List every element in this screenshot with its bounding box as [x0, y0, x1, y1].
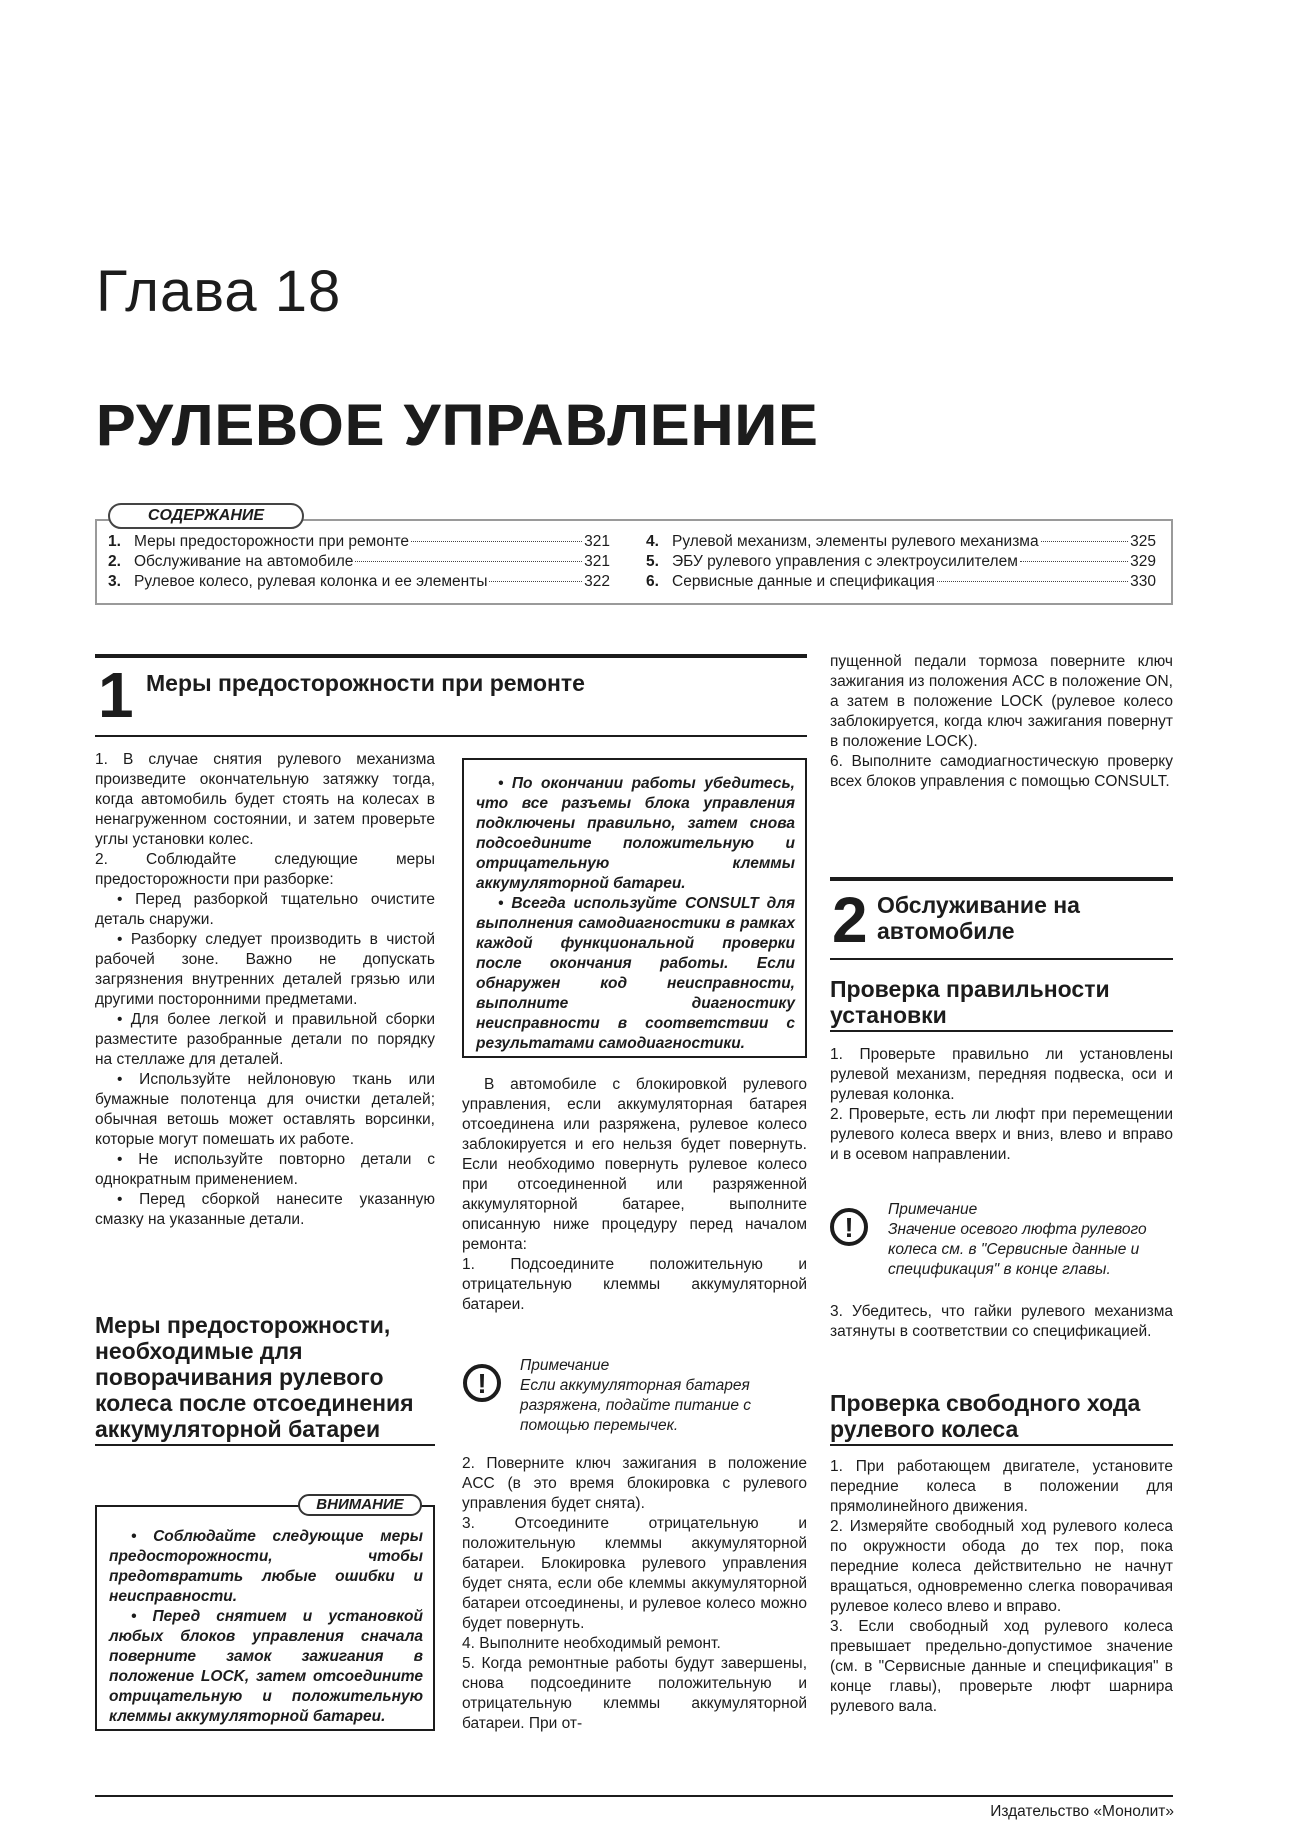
paragraph: 1. Подсоедините положительную и отрицательную клеммы аккумуляторной батареи.	[462, 1256, 807, 1313]
toc-entry-text: Рулевое колесо, рулевая колонка и ее элементы	[134, 573, 488, 590]
section-underline	[95, 735, 807, 737]
paragraph: 2. Проверьте, есть ли люфт при перемещении рулевого колеса вверх и вниз, влево и вправо и в осевом направлении.	[830, 1106, 1173, 1163]
middle-column-continued	[462, 1454, 807, 1734]
paragraph: 3. Убедитесь, что гайки рулевого механизма затянуты в соответствии со спецификацией.	[830, 1303, 1173, 1340]
toc-entry-num: 2.	[108, 553, 121, 570]
section-rule	[95, 654, 807, 658]
warning-item: • Перед снятием и установкой любых блоков управления сначала поверните замок зажигания в положение LOCK, затем отсоедините отрицательную и положительную клеммы аккумуляторной батареи.	[109, 1608, 423, 1725]
bullet-item: • Используйте нейлоновую ткань или бумажные полотенца для очистки деталей; обычная ветошь может оставлять ворсинки, которые могут помешать их работе.	[95, 1071, 435, 1148]
bullet-item: • Не используйте повторно детали с однократным применением.	[95, 1151, 435, 1188]
paragraph: В автомобиле с блокировкой рулевого управления, если аккумуляторная батарея отсоединена или разряжена, рулевое колесо заблокируется и его нельзя будет повернуть. Если необходимо повернуть рулевое колесо при отсоединенной или разряженной аккумуляторной батарее, выполните описанную ниже процедуру перед началом ремонта:	[462, 1076, 807, 1253]
paragraph: пущенной педали тормоза поверните ключ зажигания из положения ACC в положение ON, а затем в положение LOCK (рулевое колесо заблокируется, когда ключ зажигания повернут в положение LOCK).	[830, 653, 1173, 750]
paragraph: 2. Поверните ключ зажигания в положение ACC (в это время блокировка с рулевого управления будет снята).	[462, 1455, 807, 1512]
right-column-list	[830, 1045, 1173, 1165]
note	[520, 1356, 807, 1436]
paragraph: 5. Когда ремонтные работы будут завершены, снова подсоедините положительную и отрицательную клеммы аккумуляторной батареи. При от-	[462, 1655, 807, 1732]
subsection-heading: Проверка свободного хода рулевого колеса	[830, 1390, 1173, 1446]
warning-item: • Соблюдайте следующие меры предосторожности, чтобы предотвратить любые ошибки и неисправности.	[109, 1528, 423, 1605]
toc-entry-page: 321	[584, 533, 610, 550]
toc-entry-num: 3.	[108, 573, 121, 590]
subsection-heading: Проверка правильности установки	[830, 976, 1173, 1032]
toc-entry-num: 1.	[108, 533, 121, 550]
toc-entry[interactable]	[646, 572, 1156, 592]
toc-entry[interactable]	[108, 552, 610, 572]
middle-column	[462, 1075, 807, 1315]
right-column	[830, 652, 1173, 792]
section-heading: Меры предосторожности при ремонте	[146, 670, 585, 696]
caution-item: • По окончании работы убедитесь, что все разъемы блока управления подключены правильно, затем снова подсоедините положительную и отрицательную клеммы аккумуляторной батареи.	[476, 775, 795, 892]
toc-entry-page: 330	[1130, 573, 1156, 590]
section-number: 2	[832, 884, 868, 956]
toc-label: СОДЕРЖАНИЕ	[108, 503, 304, 529]
toc-entry-page: 321	[584, 553, 610, 570]
left-column	[95, 750, 435, 1230]
toc-entry-num: 6.	[646, 573, 659, 590]
footer-rule	[95, 1795, 1173, 1797]
toc-entry-page: 325	[1130, 533, 1156, 550]
toc-entry-num: 4.	[646, 533, 659, 550]
paragraph: 1. В случае снятия рулевого механизма произведите окончательную затяжку тогда, когда автомобиль будет стоять на колесах в ненагруженном состоянии, и затем проверьте углы установки колес.	[95, 751, 435, 848]
caution-box	[462, 758, 807, 1058]
paragraph: 1. Проверьте правильно ли установлены рулевой механизм, передняя подвеска, оси и рулевая колонка.	[830, 1046, 1173, 1103]
paragraph: 2. Измеряйте свободный ход рулевого колеса по окружности обода до тех пор, пока передние колеса действительно не начнут вращаться, одновременно слегка поворачивая рулевое колесо влево и вправо.	[830, 1518, 1173, 1615]
right-column-list	[830, 1457, 1173, 1717]
section-heading: Обслуживание на автомобиле	[877, 892, 1080, 944]
paragraph: 3. Отсоедините отрицательную и положительную клеммы аккумуляторной батареи. Блокировка рулевого управления будет снята, если обе клеммы аккумуляторной батареи отсоединены, и рулевое колесо можно будет повернуть.	[462, 1515, 807, 1632]
chapter-label: Глава 18	[96, 259, 342, 324]
toc-entry[interactable]	[646, 532, 1156, 552]
toc-entry-text: Обслуживание на автомобиле	[134, 553, 354, 570]
bullet-item: • Перед сборкой нанесите указанную смазку на указанные детали.	[95, 1191, 435, 1228]
note-label: Примечание	[520, 1357, 610, 1374]
toc-entry-text: Рулевой механизм, элементы рулевого механизма	[672, 533, 1039, 550]
note-text: Если аккумуляторная батарея разряжена, подайте питание с помощью перемычек.	[520, 1377, 752, 1434]
warning-label: ВНИМАНИЕ	[298, 1494, 422, 1516]
paragraph: 4. Выполните необходимый ремонт.	[462, 1635, 721, 1652]
exclamation-icon: !	[463, 1364, 501, 1402]
publisher-footer: Издательство «Монолит»	[990, 1803, 1174, 1820]
section-number: 1	[98, 659, 134, 731]
toc-entry-page: 329	[1130, 553, 1156, 570]
paragraph: 1. При работающем двигателе, установите передние колеса в положении для прямолинейного движения.	[830, 1458, 1173, 1515]
paragraph: 6. Выполните самодиагностическую проверку всех блоков управления с помощью CONSULT.	[830, 753, 1173, 790]
note-text: Значение осевого люфта рулевого колеса см. в "Сервисные данные и спецификация" в конце главы.	[888, 1221, 1147, 1278]
warning-box	[95, 1505, 435, 1731]
toc-entry[interactable]	[108, 572, 610, 592]
bullet-item: • Перед разборкой тщательно очистите деталь снаружи.	[95, 891, 435, 928]
toc-entry-text: Меры предосторожности при ремонте	[134, 533, 410, 550]
toc-entry-text: ЭБУ рулевого управления с электроусилителем	[672, 553, 1018, 570]
paragraph: 3. Если свободный ход рулевого колеса превышает предельно-допустимое значение (см. в "Сервисные данные и спецификация" в конце главы), проверьте люфт шарнира рулевого вала.	[830, 1618, 1173, 1715]
paragraph-block	[830, 1302, 1173, 1342]
toc-entry-text: Сервисные данные и спецификация	[672, 573, 935, 590]
toc-entry[interactable]	[646, 552, 1156, 572]
bullet-item: • Для более легкой и правильной сборки разместите разобранные детали по порядку на стеллаже для деталей.	[95, 1011, 435, 1068]
caution-item: • Всегда используйте CONSULT для выполнения самодиагностики в рамках каждой функциональной проверки после окончания работы. Если обнаружен код неисправности, выполните диагностику неисправности в соответствии с результатами самодиагностики.	[476, 895, 795, 1052]
bullet-item: • Разборку следует производить в чистой рабочей зоне. Важно не допускать загрязнения внутренних деталей грязью или другими посторонними предметами.	[95, 931, 435, 1008]
toc-left-column	[108, 532, 610, 592]
section-underline	[830, 958, 1173, 960]
subsection-heading: Меры предосторожности, необходимые для поворачивания рулевого колеса после отсоединения аккумуляторной батареи	[95, 1312, 435, 1446]
note-label: Примечание	[888, 1201, 978, 1218]
section-rule	[830, 877, 1173, 881]
paragraph: 2. Соблюдайте следующие меры предосторожности при разборке:	[95, 851, 435, 888]
toc-entry-page: 322	[584, 573, 610, 590]
toc-entry[interactable]	[108, 532, 610, 552]
note	[888, 1200, 1173, 1280]
page-title: РУЛЕВОЕ УПРАВЛЕНИЕ	[96, 393, 819, 458]
toc-right-column	[646, 532, 1156, 592]
exclamation-icon: !	[830, 1208, 868, 1246]
toc-entry-num: 5.	[646, 553, 659, 570]
